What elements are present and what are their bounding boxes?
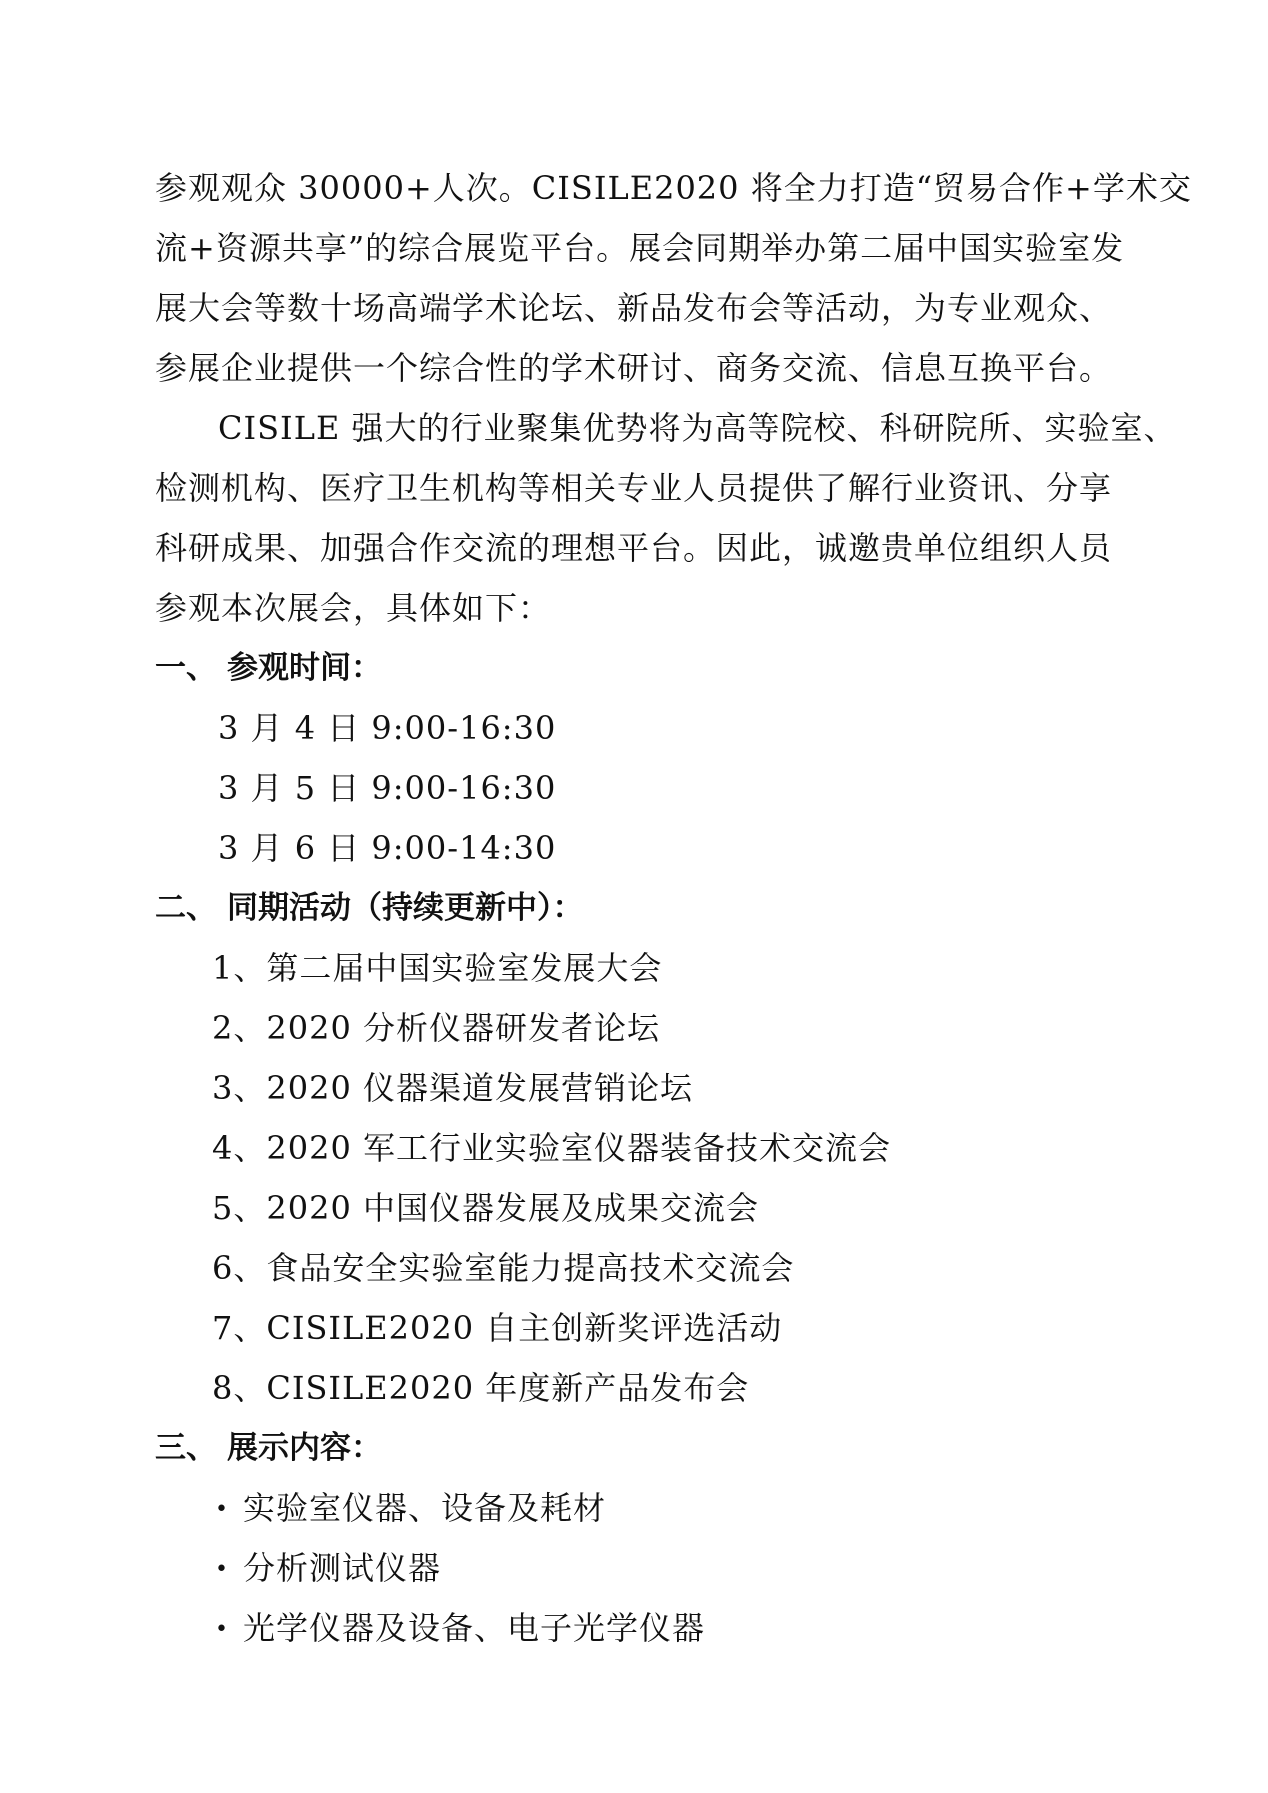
exhibit-list-item <box>215 1548 441 1590</box>
bullet-icon: • <box>215 1497 229 1522</box>
activity-item: 2、2020 分析仪器研发者论坛 <box>212 1009 660 1047</box>
intro-line: 展大会等数十场高端学术论坛、新品发布会等活动，为专业观众、 <box>155 289 1113 327</box>
exhibit-text: 分析测试仪器 <box>243 1549 442 1587</box>
paragraph-line: 参观本次展会，具体如下： <box>155 589 552 627</box>
activity-item: 1、第二届中国实验室发展大会 <box>212 949 663 987</box>
section-heading-exhibits <box>155 1428 382 1468</box>
exhibit-list-item <box>215 1608 705 1650</box>
section-number: 一、 <box>155 650 217 686</box>
intro-line: 参展企业提供一个综合性的学术研讨、商务交流、信息互换平台。 <box>155 349 1113 387</box>
exhibit-list-item <box>215 1488 606 1530</box>
paragraph-line: 科研成果、加强合作交流的理想平台。因此，诚邀贵单位组织人员 <box>155 529 1113 567</box>
section-number: 二、 <box>155 890 217 926</box>
section-number: 三、 <box>155 1430 217 1466</box>
activity-item: 5、2020 中国仪器发展及成果交流会 <box>212 1189 759 1227</box>
activity-item: 3、2020 仪器渠道发展营销论坛 <box>212 1069 693 1107</box>
section-title: 展示内容： <box>227 1430 382 1466</box>
intro-line: 流+资源共享”的综合展览平台。展会同期举办第二届中国实验室发 <box>155 229 1125 267</box>
section-heading-visit-time <box>155 648 382 688</box>
intro-line: 参观观众 30000+人次。CISILE2020 将全力打造“贸易合作+学术交 <box>155 169 1192 207</box>
activity-item: 7、CISILE2020 自主创新奖评选活动 <box>212 1309 783 1347</box>
bullet-icon: • <box>215 1617 229 1642</box>
section-title: 参观时间： <box>227 650 382 686</box>
section-heading-activities <box>155 888 584 928</box>
visit-time-item: 3 月 6 日 9:00-14:30 <box>218 829 557 867</box>
bullet-icon: • <box>215 1557 229 1582</box>
section-title: 同期活动（持续更新中）： <box>227 890 584 926</box>
activity-item: 8、CISILE2020 年度新产品发布会 <box>212 1369 750 1407</box>
paragraph-line: 检测机构、医疗卫生机构等相关专业人员提供了解行业资讯、分享 <box>155 469 1113 507</box>
activity-item: 6、食品安全实验室能力提高技术交流会 <box>212 1249 795 1287</box>
exhibit-text: 光学仪器及设备、电子光学仪器 <box>243 1609 706 1647</box>
activity-item: 4、2020 军工行业实验室仪器装备技术交流会 <box>212 1129 891 1167</box>
paragraph-line: CISILE 强大的行业聚集优势将为高等院校、科研院所、实验室、 <box>218 409 1177 447</box>
visit-time-item: 3 月 5 日 9:00-16:30 <box>218 769 557 807</box>
visit-time-item: 3 月 4 日 9:00-16:30 <box>218 709 557 747</box>
exhibit-text: 实验室仪器、设备及耗材 <box>243 1489 607 1527</box>
